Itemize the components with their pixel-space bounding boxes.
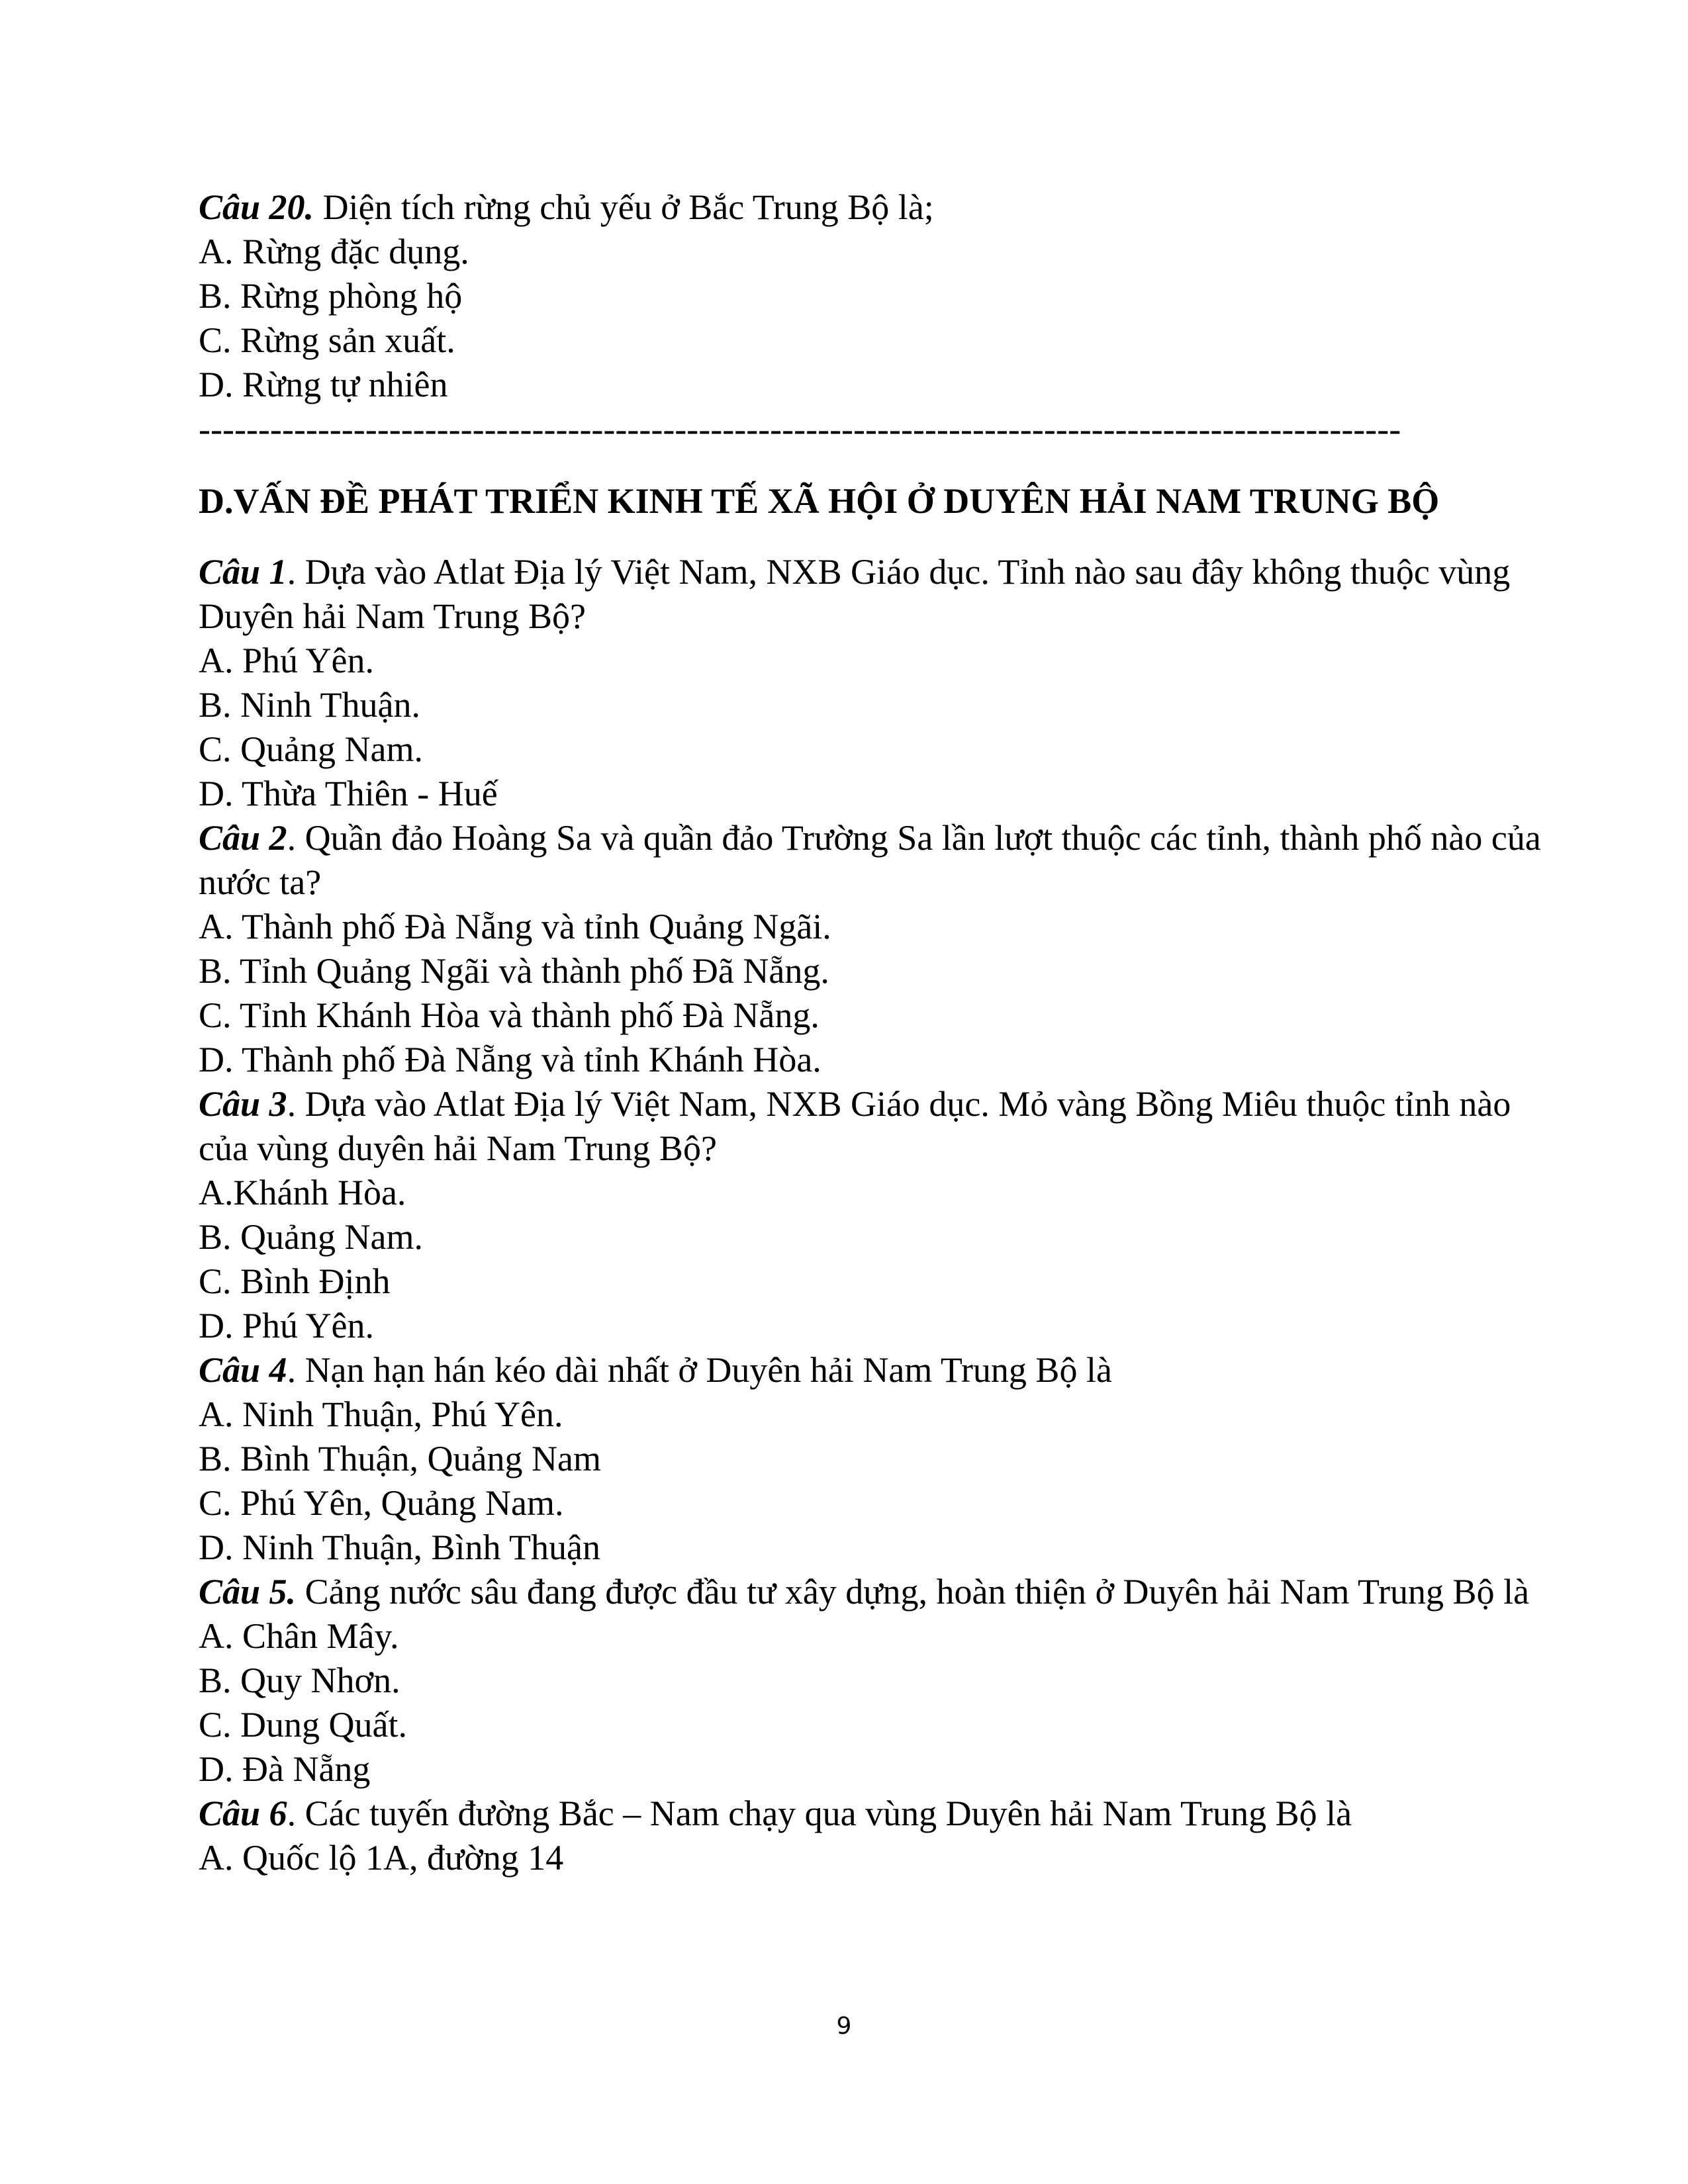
question-1-stem — [199, 550, 1549, 639]
option-c: C. Bình Định — [199, 1261, 391, 1301]
question-3-stem — [199, 1082, 1549, 1171]
question-text: . Quần đảo Hoàng Sa và quần đảo Trường Sa lần lượt thuộc các tỉnh, thành phố nào của nước ta? — [199, 818, 1541, 902]
question-text: Cảng nước sâu đang được đầu tư xây dựng, hoàn thiện ở Duyên hải Nam Trung Bộ là — [296, 1572, 1530, 1612]
question-text: . Dựa vào Atlat Địa lý Việt Nam, NXB Giáo dục. Mỏ vàng Bồng Miêu thuộc tỉnh nào của vùng duyên hải Nam Trung Bộ? — [199, 1084, 1511, 1168]
option-a: A. Phú Yên. — [199, 641, 374, 680]
option-a: A. Thành phố Đà Nẵng và tỉnh Quảng Ngãi. — [199, 907, 831, 946]
option-d: D. Đà Nẵng — [199, 1749, 371, 1789]
option-c: C. Quảng Nam. — [199, 729, 423, 769]
question-label: Câu 5. — [199, 1572, 297, 1612]
option-a: A.Khánh Hòa. — [199, 1173, 406, 1212]
question-6-stem — [199, 1792, 1549, 1836]
option-a: A. Quốc lộ 1A, đường 14 — [199, 1838, 564, 1878]
option-b: B. Quảng Nam. — [199, 1217, 423, 1257]
question-5-stem — [199, 1570, 1549, 1614]
option-a: A. Chân Mây. — [199, 1616, 399, 1656]
question-text: Diện tích rừng chủ yếu ở Bắc Trung Bộ là; — [314, 187, 934, 227]
option-c: C. Phú Yên, Quảng Nam. — [199, 1483, 564, 1523]
question-label: Câu 20. — [199, 187, 314, 227]
question-2-stem — [199, 816, 1549, 905]
option-d: D. Ninh Thuận, Bình Thuận — [199, 1527, 600, 1567]
question-label: Câu 3 — [199, 1084, 287, 1124]
question-text: . Các tuyến đường Bắc – Nam chạy qua vùng Duyên hải Nam Trung Bộ là — [287, 1794, 1352, 1833]
document-page — [199, 185, 1562, 1880]
question-label: Câu 6 — [199, 1794, 287, 1833]
question-4-stem — [199, 1348, 1549, 1392]
question-2 — [199, 816, 1562, 1082]
option-c: C. Dung Quất. — [199, 1705, 407, 1745]
question-5 — [199, 1570, 1562, 1792]
page-number: 9 — [836, 2013, 852, 2040]
option-b: B. Rừng phòng hộ — [199, 276, 463, 316]
option-b: B. Ninh Thuận. — [199, 685, 420, 725]
option-d: D. Phú Yên. — [199, 1306, 374, 1345]
question-1 — [199, 550, 1562, 816]
question-label: Câu 2 — [199, 818, 287, 858]
question-3 — [199, 1082, 1562, 1348]
question-label: Câu 1 — [199, 552, 287, 592]
question-20-stem — [199, 185, 1562, 230]
question-20 — [199, 185, 1562, 407]
option-b: B. Tỉnh Quảng Ngãi và thành phố Đã Nẵng. — [199, 951, 829, 991]
question-text: . Dựa vào Atlat Địa lý Việt Nam, NXB Giáo dục. Tỉnh nào sau đây không thuộc vùng Duyên hải Nam Trung Bộ? — [199, 552, 1511, 636]
question-label: Câu 4 — [199, 1350, 287, 1390]
question-text: . Nạn hạn hán kéo dài nhất ở Duyên hải Nam Trung Bộ là — [287, 1350, 1112, 1390]
question-6 — [199, 1792, 1562, 1880]
option-c: C. Rừng sản xuất. — [199, 320, 455, 360]
option-a: A. Ninh Thuận, Phú Yên. — [199, 1394, 563, 1434]
option-b: B. Bình Thuận, Quảng Nam — [199, 1439, 601, 1479]
option-d: D. Thành phố Đà Nẵng và tỉnh Khánh Hòa. — [199, 1040, 821, 1079]
option-d: D. Rừng tự nhiên — [199, 365, 448, 404]
question-4 — [199, 1348, 1562, 1570]
dashed-separator: ----------------------------------------------------------------------------------------------------- — [199, 409, 1401, 449]
option-c: C. Tỉnh Khánh Hòa và thành phố Đà Nẵng. — [199, 995, 820, 1035]
section-heading: D.VẤN ĐỀ PHÁT TRIỂN KINH TẾ XÃ HỘI Ở DUYÊN HẢI NAM TRUNG BỘ — [199, 481, 1440, 521]
option-d: D. Thừa Thiên - Huế — [199, 774, 498, 813]
option-b: B. Quy Nhơn. — [199, 1661, 400, 1700]
option-a: A. Rừng đặc dụng. — [199, 232, 469, 271]
